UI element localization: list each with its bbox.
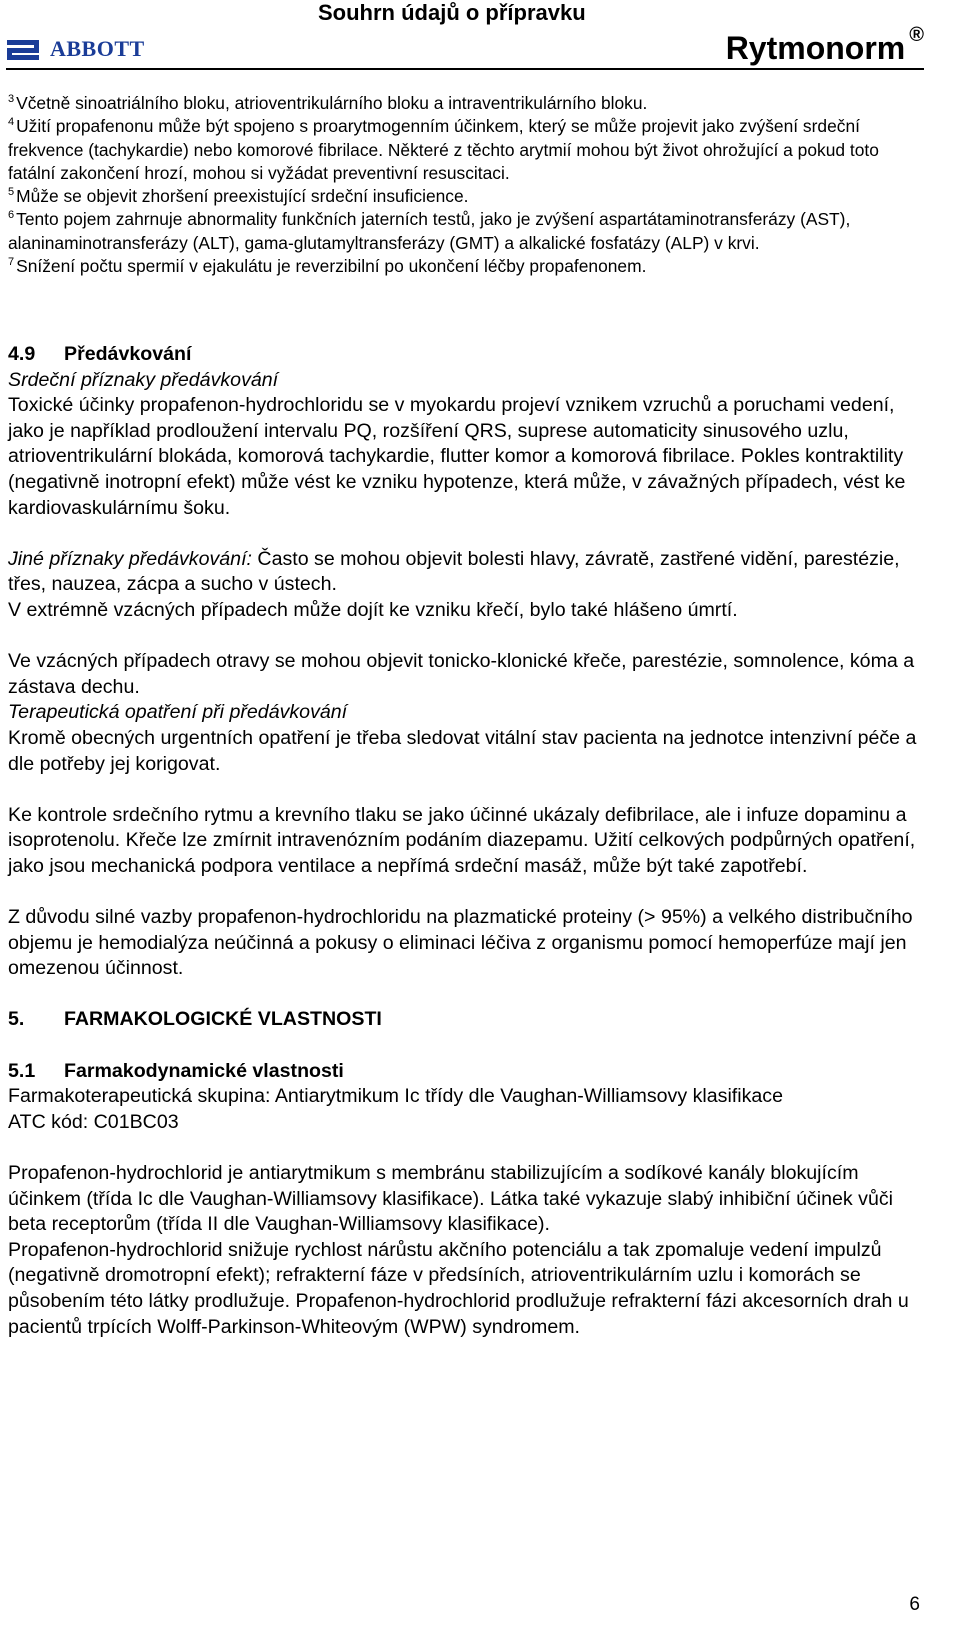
header-title: Souhrn údajů o přípravku: [318, 0, 586, 25]
paragraph: Jiné příznaky předávkování: Často se mohou objevit bolesti hlavy, závratě, zastřené vidění, parestézie, třes, nauzea, zácpa a sucho v ústech.: [8, 547, 900, 596]
paragraph: Z důvodu silné vazby propafenon-hydrochloridu na plazmatické proteiny (> 95%) a velkého distribučního objemu je hemodialýza neúčinná a pokusy o eliminaci léčiva z organismu pomocí hemoperfúze mají jen omezenou účinnost.: [8, 906, 913, 980]
paragraph: Toxické účinky propafenon-hydrochloridu se v myokardu projeví vznikem vzruchů a poruchami vedení, jako je například prodloužení intervalu PQ, rozšíření QRS, suprese automaticity sinusového uzlu, atrioventrikulární blokáda, komorová tachykardie, flutter komor a komorová fibrilace. Pokles kontraktility (negativně inotropní efekt) může vést ke vzniku hypotenze, která může, v závažných případech, vést ke kardiovaskulárnímu šoku.: [8, 394, 906, 519]
paragraph: Ve vzácných případech otravy se mohou objevit tonicko-klonické křeče, parestézie, somnolence, kóma a zástava dechu.: [8, 650, 915, 698]
subheading: Srdeční příznaky předávkování: [8, 368, 279, 391]
paragraph: Ke kontrole srdečního rytmu a krevního tlaku se jako účinné ukázaly defibrilace, ale i infuze dopaminu a isoprotenolu. Křeče lze zmírnit intravenózním podáním diazepamu. Užití celkových podpůrných opatření, jako jsou mechanická podpora ventilace a nepřímá srdeční masáž, může být také zapotřebí.: [8, 803, 916, 877]
logo-text: ABBOTT: [50, 36, 145, 61]
abbott-logo-icon: [6, 38, 40, 60]
registered-mark: ®: [909, 24, 924, 47]
header-rule: [6, 68, 924, 70]
paragraph: Propafenon-hydrochlorid snižuje rychlost nárůstu akčního potenciálu a tak zpomaluje vedení impulzů (negativně dromotropní efekt); refrakterní fáze v předsíních, atrioventrikulárním uzlu i komorách se působením této látky prodlužuje. Propafenon-hydrochlorid prodlužuje refrakterní fázi akcesorních drah u pacientů trpících Wolff-Parkinson-Whiteovým (WPW) syndromem.: [8, 1238, 909, 1338]
footnotes: [8, 92, 920, 278]
subheading: Terapeutická opatření při předávkování: [8, 701, 348, 724]
footnote: $^7$ Snížení počtu spermií v ejakulátu je reverzibilní po ukončení léčby propafenonem.: [8, 256, 647, 277]
paragraph: ATC kód: C01BC03: [8, 1110, 179, 1133]
footnote: $^3$ Včetně sinoatriálního bloku, atrioventrikulárního bloku a intraventrikulárního bloku.: [8, 93, 648, 113]
paragraph: Propafenon-hydrochlorid je antiarytmikum s membránu stabilizujícím a sodíkové kanály blokujícím účinkem (třída Ic dle Vaughan-Williamsovy klasifikace). Látka také vykazuje slabý inhibiční účinek vůči beta receptorům (třída II dle Vaughan-Williamsovy klasifikace).: [8, 1162, 893, 1236]
paragraph: V extrémně vzácných případech může dojít ke vzniku křečí, bylo také hlášeno úmrtí.: [8, 598, 738, 621]
paragraph: Kromě obecných urgentních opatření je třeba sledovat vitální stav pacienta na jednotce intenzivní péče a dle potřeby jej korigovat.: [8, 726, 917, 775]
product-name: Rytmonorm ®: [725, 24, 924, 66]
footnote: $^4$ Užití propafenonu může být spojeno s proarytmogenním účinkem, který se může projevit jako zvýšení srdeční frekvence (tachykardie) nebo komorové fibrilace. Některé z těchto arytmií mohou být život ohrožující a pokud toto fatální zakončení hrozí, mohou si vyžádat preventivní resuscitaci.: [8, 116, 879, 183]
inline-label: Jiné příznaky předávkování:: [8, 547, 252, 570]
document-body: [8, 342, 920, 1340]
paragraph: Farmakoterapeutická skupina: Antiarytmikum Ic třídy dle Vaughan-Williamsovy klasifikace: [8, 1085, 783, 1108]
page-number: 6: [909, 1594, 920, 1615]
abbott-logo: [6, 36, 145, 62]
section-heading: 5.1 Farmakodynamické vlastnosti: [8, 1059, 344, 1082]
footnote: $^5$ Může se objevit zhoršení preexistující srdeční insuficience.: [8, 186, 469, 207]
section-heading: 4.9 Předávkování: [8, 343, 192, 365]
footnote: $^6$ Tento pojem zahrnuje abnormality funkčních jaterních testů, jako je zvýšení aspartátaminotransferázy (AST), alaninaminotransferázy (ALT), gama-glutamyltransferázy (GMT) a alkalické fosfatázy (ALP) v krvi.: [8, 209, 851, 253]
section-heading: 5. FARMAKOLOGICKÉ VLASTNOSTI: [8, 1008, 382, 1031]
